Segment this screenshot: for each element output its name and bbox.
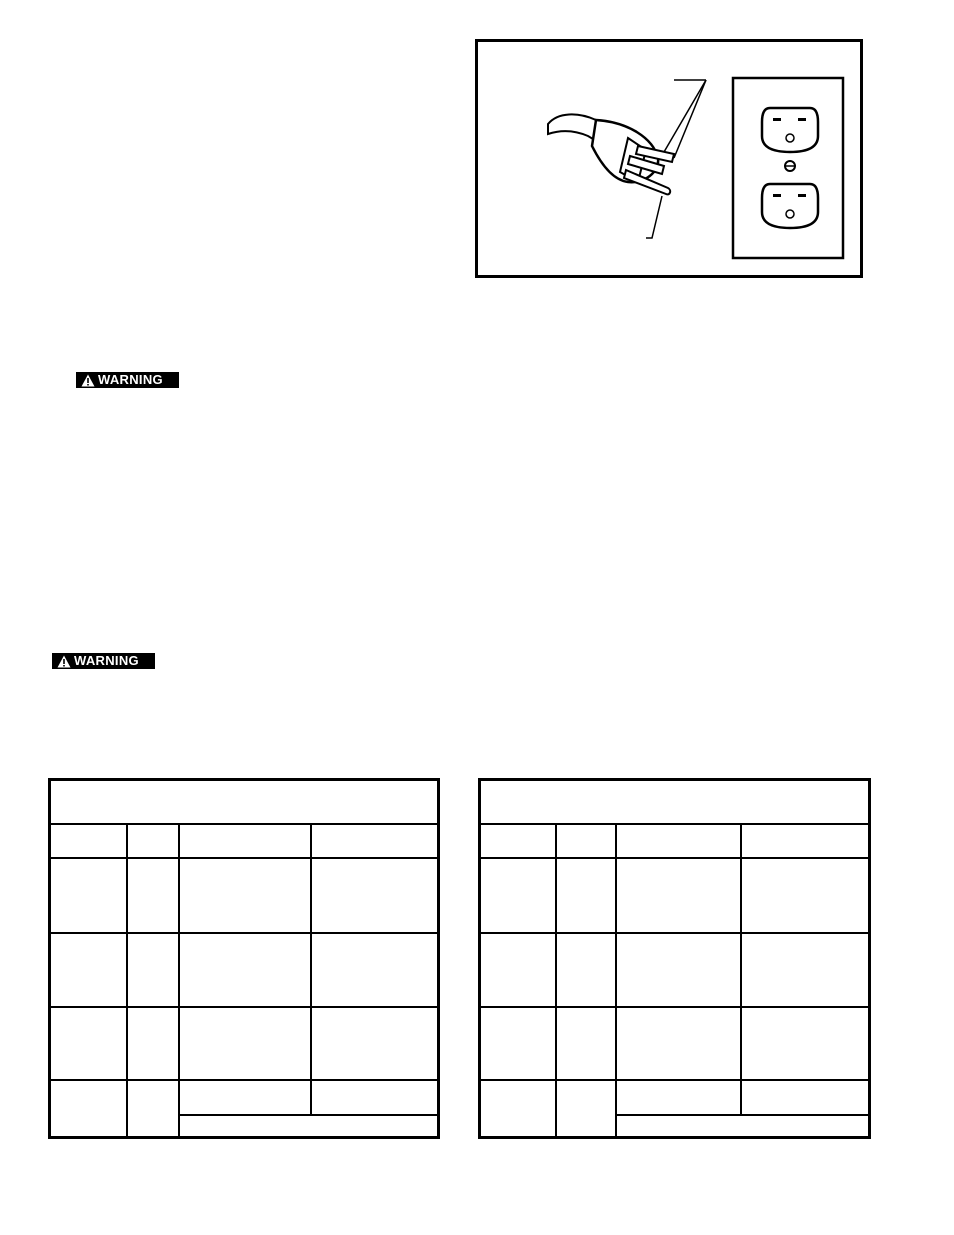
table-title-cell	[51, 781, 437, 823]
receptacle-lower	[762, 184, 818, 228]
warning-label: WARNING	[74, 653, 139, 668]
extension-cord-table-left	[48, 778, 440, 1139]
warning-triangle-icon	[81, 374, 95, 387]
extension-cord-table-right	[478, 778, 871, 1139]
plug-outlet-figure	[475, 39, 863, 278]
leader-line-prong-a	[664, 80, 706, 152]
plug-outlet-illustration	[478, 42, 860, 275]
warning-badge	[52, 653, 155, 669]
table-title-cell	[481, 781, 868, 823]
receptacle-upper	[762, 108, 818, 152]
leader-line-ground	[646, 196, 662, 238]
warning-badge	[76, 372, 179, 388]
leader-line-prong-b	[674, 80, 706, 158]
warning-triangle-icon	[57, 655, 71, 668]
warning-label: WARNING	[98, 372, 163, 387]
